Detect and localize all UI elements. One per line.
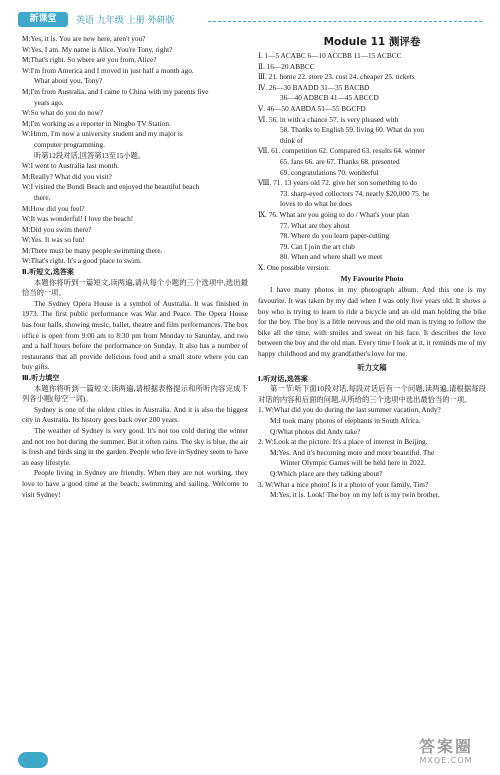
transcript-line: W:I went to Australia last month.: [22, 161, 120, 171]
answer-line: 69. congratulations 70. wonderful: [280, 167, 379, 177]
transcript-line: M:I'm from Australia, and I came to China with my parents five: [22, 86, 209, 96]
transcript-line: W:So what do you do now?: [22, 108, 103, 118]
right-column: [258, 34, 486, 501]
answer-line: Ⅵ. 56. in with a chance 57. is very pleased with: [258, 114, 399, 124]
listening-line: M:Yes, it is. Look! The boy on my left is my twin brother,: [270, 490, 440, 500]
listening-line: M:Yes. And it's becoming more and more beautiful. The: [270, 447, 435, 457]
transcript-line: Sydney is one of the oldest cities in Australia. And it is also the biggest city in Australia. Its history goes back over 200 years.: [22, 404, 248, 425]
transcript-line: computer programming.: [34, 139, 105, 149]
listening-line: 1. W:What did you do during the last summer vacation, Andy?: [258, 405, 441, 415]
answer-line: 36—40 ADBCB 41—45 ABCCD: [280, 93, 379, 103]
transcript-line: People living in Sydney are friendly. When they are not working, they love to have a good time at the beach, swimming and sailing. Welcome to visit Sydney!: [22, 468, 248, 499]
answer-line: Ⅰ. 1—5 ACABC 6—10 ACCBB 11—15 ACBCC: [258, 51, 402, 60]
transcript-line: W:I'm from America and I moved in just half a month ago.: [22, 65, 194, 75]
answer-line: 80. When and where shall we meet: [280, 252, 383, 262]
transcript-line: The Sydney Opera House is a symbol of Australia. It was finished in 1973. The first public performance was War and Peace. The Opera House has four halls, showing music, ballet, theatre and film performances. The box office is open from 9:00 am to 8:30 pm from Monday to Saturday, and two and a half hours before the performance on Sunday. It also has a number of restaurants that all provide delicious food and a small store where you can buy gifts.: [22, 298, 248, 372]
transcript-line: W:Yes, I am. My name is Alice. You're Tony, right?: [22, 44, 173, 54]
header-divider: [208, 21, 482, 22]
answer-line: Ⅸ. 76. What are you going to do / What's your plan: [258, 209, 409, 219]
page-header: [18, 12, 482, 28]
watermark-sub: MXQE.COM: [419, 756, 473, 765]
answer-line: Ⅲ. 21. home 22. store 23. cost 24. cheaper 25. tickets: [258, 72, 415, 82]
transcript-line: M:Did you swim there?: [22, 224, 92, 234]
transcript-line: years ago.: [34, 97, 64, 107]
listening-line: 2. W:Look at the picture. It's a place of interest in Beijing.: [258, 437, 428, 447]
essay-body: I have many photos in my photograph album. And this one is my favourite. It was taken by my dad when I was only five years old. It shows a boy who is trying to learn to ride a bicycle and an old man holding the bike for the boy. The boy is a little nervous and the old man is trying to follow the bike all the time, with smiles and sweat on his face. It describes the love between the boy and the old man. Every time I look at it, it reminds me of my happy childhood and my grandfather's love for me.: [258, 285, 486, 359]
essay-title: My Favourite Photo: [340, 274, 404, 284]
transcript-line: W:That's right. It's a good place to swim.: [22, 256, 142, 266]
transcript-line: 本题你将听到一篇短文,读两遍,请从每个小题的三个选项中,选出最恰当的一项。: [22, 277, 248, 298]
watermark-logo: [402, 738, 490, 770]
watermark-main: 答案圈: [418, 737, 473, 756]
left-column: [22, 34, 248, 500]
transcript-line: W:I visited the Bondi Beach and enjoyed the beautiful beach: [22, 182, 200, 192]
answer-line: loves to do what he does: [280, 199, 352, 209]
transcript-line: M:There must be many people swimming there.: [22, 245, 163, 255]
answer-line: 58. Thanks to English 59. living 60. What do you: [280, 125, 425, 135]
transcript-line: M:How did you feel?: [22, 203, 85, 213]
answer-line: 65. fans 66. are 67. Thanks 68. presented: [280, 156, 400, 166]
listening-line: Q:What photos did Andy take?: [270, 426, 361, 436]
answer-line: Ⅶ. 61. competition 62. Compared 63. results 64. winner: [258, 146, 425, 156]
answer-line: Ⅴ. 46—50 AABDA 51—55 BGCFD: [258, 103, 366, 113]
transcript-line: Ⅱ.听短文,选答案: [22, 268, 74, 277]
module-title: Module 11 测评卷: [323, 36, 421, 48]
page-number-badge: [18, 752, 48, 768]
listening-line: Q:Which place are they talking about?: [270, 468, 383, 478]
transcript-line: 听第12段对话,回答第13至15小题。: [34, 150, 146, 160]
transcript-line: M:That's right. So where are you from, Alice?: [22, 55, 157, 65]
answer-line: 78. Where do you learn paper-cutting: [280, 231, 390, 241]
answer-line: Ⅷ. 71. 13 years old 72. give her son something to do: [258, 178, 418, 188]
listening-line: 3. W:What a nice photo! Is it a photo of your family, Tim?: [258, 479, 429, 489]
answer-line: 79. Can I join the art club: [280, 241, 355, 251]
answer-line: Ⅱ. 16—20 ABBCC: [258, 61, 315, 71]
answer-key: [258, 51, 486, 273]
transcript-line: 本题你将听到一篇短文,读两遍,请根据表格提示和所听内容完成下列各小题(每空一词)。: [22, 383, 248, 404]
listening-script: [258, 374, 486, 501]
transcript-line: M:I'm working as a reporter in Ningbo TV Station.: [22, 118, 171, 128]
answer-line: 73. sharp-eyed collectors 74. nearly $20,000 75. he: [280, 188, 430, 198]
listening-line: Winter Olympic Games will be held here in 2022.: [280, 458, 426, 468]
book-subject-line: 英语 九年级 上册 外研版: [76, 16, 175, 26]
listening-line: 第一节:听下面10段对话,每段对话后有一个问题,读两遍,请根据每段对话的内容和后面的问题,从所给的三个选项中选出最恰当的一项。: [258, 384, 486, 404]
transcript-line: M:Really? What did you visit?: [22, 171, 112, 181]
transcript-line: What about you, Tony?: [34, 76, 103, 86]
answer-line: 77. What are they about: [280, 220, 350, 230]
listening-line: Ⅰ.听对话,选答案: [258, 374, 308, 383]
transcript-line: W:Hmm, I'm now a university student and my major is: [22, 129, 183, 139]
transcript-line: Ⅲ.听力填空: [22, 374, 60, 382]
transcript-line: M:Yes, it is. You are new here, aren't you?: [22, 34, 146, 43]
listening-script-title: 听力文稿: [357, 362, 387, 372]
answer-line: Ⅹ. One possible version:: [258, 262, 331, 272]
transcript-line: The weather of Sydney is very good. It's not too cold during the winter and not too hot during the summer. But it often rains. The sky is blue, the air is fresh and birds sing in the garden. People who live in Sydney seem to have an easy lifestyle.: [22, 425, 248, 467]
answer-line: think of: [280, 135, 303, 145]
book-logo: 新课堂: [18, 12, 68, 27]
transcript-line: W:Yes. It was so fun!: [22, 235, 85, 245]
transcript-line: W:It was wonderful! I love the beach!: [22, 214, 134, 224]
listening-line: M:I took many photos of elephants in South Africa.: [270, 416, 421, 425]
transcript-line: there.: [34, 192, 51, 202]
answer-line: Ⅳ. 26—30 BAADD 31—35 BACBD: [258, 82, 370, 92]
